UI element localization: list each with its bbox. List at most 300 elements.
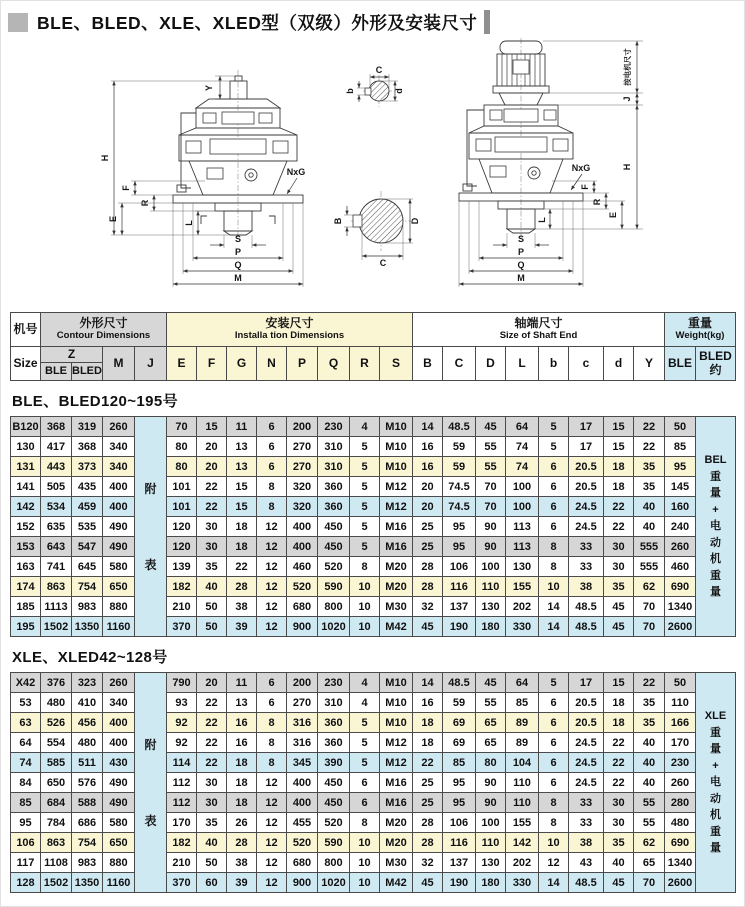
- table-row: [11, 577, 736, 597]
- title-bullet-square: [8, 13, 28, 32]
- value-cell: 18: [604, 713, 634, 733]
- value-cell: 92: [167, 733, 197, 753]
- value-cell: 443: [41, 457, 72, 477]
- value-cell: 30: [604, 793, 634, 813]
- value-cell: 90: [476, 517, 506, 537]
- value-cell: 555: [634, 537, 665, 557]
- value-cell: 18: [227, 773, 257, 793]
- value-cell: 1502: [41, 617, 72, 637]
- value-cell: 120: [167, 537, 197, 557]
- value-cell: 18: [227, 793, 257, 813]
- size-cell: 185: [11, 597, 41, 617]
- value-cell: 320: [287, 497, 318, 517]
- value-cell: 106: [443, 557, 476, 577]
- value-cell: 18: [227, 517, 257, 537]
- value-cell: M12: [380, 477, 413, 497]
- value-cell: 5: [350, 517, 380, 537]
- value-cell: 59: [443, 457, 476, 477]
- value-cell: 95: [443, 793, 476, 813]
- value-cell: 5: [539, 673, 569, 693]
- table-row: [11, 853, 736, 873]
- value-cell: 360: [318, 733, 350, 753]
- value-cell: 155: [506, 813, 539, 833]
- value-cell: M10: [380, 693, 413, 713]
- value-cell: 50: [197, 853, 227, 873]
- value-cell: 12: [257, 833, 287, 853]
- value-cell: 6: [257, 673, 287, 693]
- value-cell: 14: [539, 617, 569, 637]
- value-cell: 38: [569, 577, 604, 597]
- table-row: [11, 417, 736, 437]
- value-cell: 65: [476, 713, 506, 733]
- value-cell: 90: [476, 773, 506, 793]
- value-cell: 6: [539, 773, 569, 793]
- size-cell: 84: [11, 773, 41, 793]
- table-row: [11, 557, 736, 577]
- value-cell: 50: [665, 673, 696, 693]
- value-cell: 145: [665, 477, 696, 497]
- value-cell: 70: [476, 477, 506, 497]
- value-cell: 11: [227, 673, 257, 693]
- value-cell: 24.5: [569, 753, 604, 773]
- value-cell: 480: [72, 733, 103, 753]
- size-cell: 74: [11, 753, 41, 773]
- value-cell: 16: [227, 733, 257, 753]
- value-cell: 113: [506, 517, 539, 537]
- value-cell: 741: [41, 557, 72, 577]
- value-cell: 520: [287, 833, 318, 853]
- value-cell: M10: [380, 713, 413, 733]
- value-cell: 983: [72, 853, 103, 873]
- value-cell: 5: [350, 437, 380, 457]
- value-cell: 18: [227, 537, 257, 557]
- value-cell: 576: [72, 773, 103, 793]
- value-cell: 390: [318, 753, 350, 773]
- header-weight-bled: BLED 约: [696, 347, 736, 381]
- value-cell: 25: [413, 517, 443, 537]
- input-shaft-section-detail: [345, 65, 404, 107]
- value-cell: 580: [103, 813, 135, 833]
- value-cell: 754: [72, 577, 103, 597]
- value-cell: 92: [167, 713, 197, 733]
- value-cell: 5: [350, 537, 380, 557]
- value-cell: 6: [539, 497, 569, 517]
- value-cell: 45: [604, 617, 634, 637]
- value-cell: 95: [443, 773, 476, 793]
- value-cell: 182: [167, 833, 197, 853]
- header-j: J: [135, 347, 167, 381]
- value-cell: 112: [167, 793, 197, 813]
- value-cell: 18: [413, 713, 443, 733]
- dim-label-e-right: E: [608, 211, 618, 219]
- value-cell: 45: [476, 417, 506, 437]
- value-cell: 323: [72, 673, 103, 693]
- size-cell: 141: [11, 477, 41, 497]
- page-title: BLE、BLED、XLE、XLED型（双级）外形及安装尺寸: [37, 12, 478, 33]
- value-cell: 48.5: [443, 417, 476, 437]
- value-cell: M16: [380, 793, 413, 813]
- header-col-l: L: [506, 347, 539, 381]
- value-cell: 74.5: [443, 477, 476, 497]
- value-cell: 70: [634, 617, 665, 637]
- value-cell: 210: [167, 597, 197, 617]
- value-cell: 100: [476, 813, 506, 833]
- value-cell: 22: [413, 753, 443, 773]
- value-cell: M10: [380, 417, 413, 437]
- value-cell: 1350: [72, 617, 103, 637]
- value-cell: 22: [227, 557, 257, 577]
- value-cell: 10: [350, 833, 380, 853]
- value-cell: 202: [506, 853, 539, 873]
- value-cell: 14: [413, 673, 443, 693]
- bled-weight-note: XLE 重 量 + 电 动 机 重 量: [696, 673, 736, 893]
- value-cell: 8: [539, 813, 569, 833]
- value-cell: 430: [103, 753, 135, 773]
- value-cell: 12: [257, 813, 287, 833]
- value-cell: 6: [539, 477, 569, 497]
- value-cell: 320: [287, 477, 318, 497]
- value-cell: 680: [287, 597, 318, 617]
- value-cell: 580: [103, 557, 135, 577]
- value-cell: 2600: [665, 617, 696, 637]
- value-cell: 2600: [665, 873, 696, 893]
- dim-label-q-left: Q: [234, 260, 242, 270]
- reducer-drawing-left: [100, 70, 305, 287]
- value-cell: 170: [665, 733, 696, 753]
- value-cell: 310: [318, 693, 350, 713]
- value-cell: 166: [665, 713, 696, 733]
- value-cell: 33: [569, 557, 604, 577]
- value-cell: 6: [257, 457, 287, 477]
- value-cell: 85: [665, 437, 696, 457]
- value-cell: 6: [539, 693, 569, 713]
- value-cell: 554: [41, 733, 72, 753]
- value-cell: 4: [350, 417, 380, 437]
- dim-label-f-left: F: [121, 185, 131, 191]
- value-cell: 8: [350, 557, 380, 577]
- size-cell: 130: [11, 437, 41, 457]
- value-cell: 22: [634, 417, 665, 437]
- value-cell: 33: [569, 793, 604, 813]
- value-cell: 520: [318, 813, 350, 833]
- value-cell: M20: [380, 577, 413, 597]
- value-cell: 35: [634, 693, 665, 713]
- dim-label-p-left: P: [234, 247, 242, 257]
- table-row: [11, 713, 736, 733]
- value-cell: M12: [380, 733, 413, 753]
- value-cell: 400: [287, 793, 318, 813]
- value-cell: M30: [380, 597, 413, 617]
- value-cell: 40: [634, 773, 665, 793]
- value-cell: 17: [569, 673, 604, 693]
- header-install-group: 安装尺寸 Installa tion Dimensions: [167, 313, 413, 347]
- value-cell: 30: [197, 773, 227, 793]
- value-cell: M42: [380, 617, 413, 637]
- value-cell: 38: [227, 597, 257, 617]
- value-cell: 39: [227, 873, 257, 893]
- value-cell: 64: [506, 417, 539, 437]
- value-cell: 12: [257, 873, 287, 893]
- value-cell: 17: [569, 437, 604, 457]
- table-row: [11, 477, 736, 497]
- value-cell: 8: [539, 793, 569, 813]
- dim-label-c-big: C: [379, 258, 387, 268]
- dim-label-m-left: M: [234, 273, 242, 283]
- value-cell: 110: [506, 773, 539, 793]
- dim-label-b-cap: B: [333, 217, 343, 225]
- value-cell: 137: [443, 597, 476, 617]
- value-cell: 417: [41, 437, 72, 457]
- value-cell: 6: [539, 753, 569, 773]
- j-appendix-note: 附 表: [135, 417, 167, 637]
- value-cell: 28: [413, 813, 443, 833]
- value-cell: 101: [167, 497, 197, 517]
- value-cell: 30: [604, 557, 634, 577]
- value-cell: 28: [413, 577, 443, 597]
- value-cell: 59: [443, 437, 476, 457]
- value-cell: 35: [634, 713, 665, 733]
- dim-label-h-right: H: [622, 163, 632, 171]
- value-cell: 89: [506, 733, 539, 753]
- value-cell: 90: [476, 793, 506, 813]
- header-size: Size: [11, 347, 41, 381]
- value-cell: 370: [167, 617, 197, 637]
- value-cell: 202: [506, 597, 539, 617]
- value-cell: 480: [41, 693, 72, 713]
- value-cell: 30: [604, 537, 634, 557]
- header-weight-group: 重量 Weight(kg): [665, 313, 736, 347]
- value-cell: 1020: [318, 873, 350, 893]
- value-cell: 5: [539, 437, 569, 457]
- size-cell: 117: [11, 853, 41, 873]
- value-cell: 6: [350, 773, 380, 793]
- value-cell: 80: [167, 437, 197, 457]
- value-cell: 14: [539, 597, 569, 617]
- size-cell: 174: [11, 577, 41, 597]
- header-col-g: G: [227, 347, 257, 381]
- value-cell: 20: [197, 673, 227, 693]
- value-cell: 33: [569, 813, 604, 833]
- title-end-bar: [484, 10, 490, 34]
- value-cell: 6: [257, 437, 287, 457]
- size-cell: X42: [11, 673, 41, 693]
- section-title-xle-xled: XLE、XLED42~128号: [12, 649, 168, 666]
- value-cell: 8: [257, 753, 287, 773]
- value-cell: 8: [257, 733, 287, 753]
- table-row: [11, 793, 736, 813]
- value-cell: 10: [350, 853, 380, 873]
- value-cell: 230: [318, 417, 350, 437]
- value-cell: 80: [476, 753, 506, 773]
- value-cell: 330: [506, 873, 539, 893]
- value-cell: 20.5: [569, 457, 604, 477]
- value-cell: 55: [476, 437, 506, 457]
- value-cell: M42: [380, 873, 413, 893]
- value-cell: 410: [72, 693, 103, 713]
- value-cell: 590: [318, 833, 350, 853]
- value-cell: 22: [604, 773, 634, 793]
- value-cell: 160: [665, 497, 696, 517]
- value-cell: M16: [380, 773, 413, 793]
- value-cell: 11: [227, 417, 257, 437]
- value-cell: 400: [103, 733, 135, 753]
- dim-label-r-left: R: [140, 199, 150, 207]
- value-cell: M12: [380, 497, 413, 517]
- value-cell: 59: [443, 693, 476, 713]
- value-cell: 100: [506, 497, 539, 517]
- value-cell: 22: [604, 497, 634, 517]
- value-cell: 22: [634, 673, 665, 693]
- value-cell: 376: [41, 673, 72, 693]
- value-cell: 100: [506, 477, 539, 497]
- value-cell: 62: [634, 833, 665, 853]
- size-cell: 153: [11, 537, 41, 557]
- dimension-table-header: [10, 312, 736, 381]
- header-z-ble: BLE: [41, 363, 72, 381]
- value-cell: 64: [506, 673, 539, 693]
- value-cell: 15: [227, 477, 257, 497]
- value-cell: 260: [103, 673, 135, 693]
- value-cell: 22: [197, 713, 227, 733]
- table-row: [11, 497, 736, 517]
- value-cell: 32: [413, 853, 443, 873]
- value-cell: 230: [318, 673, 350, 693]
- value-cell: 10: [350, 873, 380, 893]
- value-cell: 450: [318, 517, 350, 537]
- value-cell: 14: [539, 873, 569, 893]
- value-cell: 15: [604, 417, 634, 437]
- value-cell: 983: [72, 597, 103, 617]
- value-cell: 456: [72, 713, 103, 733]
- value-cell: 6: [350, 793, 380, 813]
- value-cell: 230: [665, 753, 696, 773]
- value-cell: 880: [103, 597, 135, 617]
- header-col-e: E: [167, 347, 197, 381]
- header-col-y: Y: [634, 347, 665, 381]
- value-cell: 260: [665, 773, 696, 793]
- value-cell: 62: [634, 577, 665, 597]
- value-cell: 400: [287, 773, 318, 793]
- value-cell: 20.5: [569, 477, 604, 497]
- value-cell: 368: [72, 437, 103, 457]
- value-cell: 114: [167, 753, 197, 773]
- value-cell: 1160: [103, 873, 135, 893]
- value-cell: 330: [506, 617, 539, 637]
- value-cell: M16: [380, 537, 413, 557]
- value-cell: 200: [287, 417, 318, 437]
- value-cell: 18: [413, 733, 443, 753]
- header-col-r: R: [350, 347, 380, 381]
- header-z-bled: BLED: [72, 363, 103, 381]
- value-cell: M20: [380, 833, 413, 853]
- table-row: [11, 673, 736, 693]
- value-cell: 45: [413, 617, 443, 637]
- value-cell: 113: [506, 537, 539, 557]
- value-cell: 310: [318, 457, 350, 477]
- value-cell: 15: [604, 673, 634, 693]
- dim-label-h-left: H: [100, 154, 110, 162]
- value-cell: 38: [569, 833, 604, 853]
- value-cell: M10: [380, 673, 413, 693]
- value-cell: 18: [604, 457, 634, 477]
- dim-label-d-small: d: [394, 88, 404, 94]
- value-cell: 190: [443, 617, 476, 637]
- value-cell: 686: [72, 813, 103, 833]
- value-cell: 137: [443, 853, 476, 873]
- value-cell: 650: [103, 577, 135, 597]
- size-cell: 142: [11, 497, 41, 517]
- value-cell: 70: [476, 497, 506, 517]
- value-cell: 460: [665, 557, 696, 577]
- value-cell: 110: [476, 577, 506, 597]
- value-cell: 1350: [72, 873, 103, 893]
- value-cell: 142: [506, 833, 539, 853]
- header-weight-ble: BLE: [665, 347, 696, 381]
- value-cell: 450: [318, 793, 350, 813]
- table-row: [11, 517, 736, 537]
- value-cell: 16: [413, 457, 443, 477]
- header-col-q: Q: [318, 347, 350, 381]
- value-cell: 24.5: [569, 733, 604, 753]
- header-col-s: S: [380, 347, 413, 381]
- value-cell: 190: [443, 873, 476, 893]
- value-cell: 450: [318, 773, 350, 793]
- dim-label-c-small: C: [375, 65, 383, 75]
- value-cell: 35: [197, 813, 227, 833]
- value-cell: 35: [634, 457, 665, 477]
- value-cell: M20: [380, 813, 413, 833]
- value-cell: 12: [257, 773, 287, 793]
- value-cell: 70: [167, 417, 197, 437]
- value-cell: 33: [569, 537, 604, 557]
- value-cell: 368: [41, 417, 72, 437]
- value-cell: 22: [634, 437, 665, 457]
- value-cell: 170: [167, 813, 197, 833]
- value-cell: 14: [413, 417, 443, 437]
- size-cell: 85: [11, 793, 41, 813]
- value-cell: 17: [569, 417, 604, 437]
- value-cell: 270: [287, 457, 318, 477]
- value-cell: 95: [665, 457, 696, 477]
- value-cell: 1340: [665, 597, 696, 617]
- value-cell: 535: [72, 517, 103, 537]
- table-row: [11, 813, 736, 833]
- value-cell: 8: [257, 713, 287, 733]
- value-cell: 480: [665, 813, 696, 833]
- value-cell: 69: [443, 733, 476, 753]
- value-cell: 210: [167, 853, 197, 873]
- value-cell: 74: [506, 457, 539, 477]
- value-cell: 20: [197, 457, 227, 477]
- value-cell: 45: [476, 673, 506, 693]
- value-cell: 13: [227, 457, 257, 477]
- header-col-b: B: [413, 347, 443, 381]
- value-cell: 1502: [41, 873, 72, 893]
- size-cell: 64: [11, 733, 41, 753]
- value-cell: 40: [604, 853, 634, 873]
- value-cell: 12: [257, 557, 287, 577]
- value-cell: 18: [604, 693, 634, 713]
- value-cell: 400: [103, 477, 135, 497]
- value-cell: 24.5: [569, 497, 604, 517]
- value-cell: 24.5: [569, 517, 604, 537]
- value-cell: 6: [539, 517, 569, 537]
- header-contour-group: 外形尺寸 Contour Dimensions: [41, 313, 167, 347]
- size-cell: B120: [11, 417, 41, 437]
- table-row: [11, 457, 736, 477]
- value-cell: 490: [103, 773, 135, 793]
- output-shaft-section-detail: [333, 191, 420, 268]
